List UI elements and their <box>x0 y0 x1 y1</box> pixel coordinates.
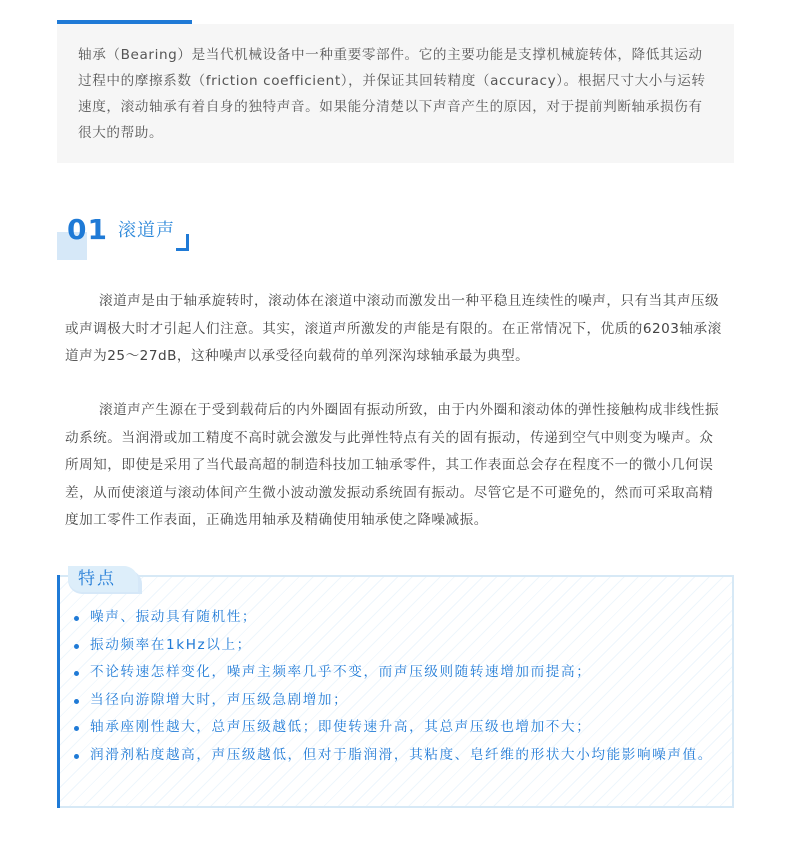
bullet-icon <box>74 671 79 676</box>
list-item-text: 不论转速怎样变化，噪声主频率几乎不变，而声压级则随转速增加而提高； <box>90 664 592 680</box>
list-item <box>74 687 724 715</box>
section-title-bracket <box>176 234 189 251</box>
features-list <box>74 604 724 769</box>
list-item <box>74 714 724 742</box>
intro-text: 轴承（Bearing）是当代机械设备中一种重要零部件。它的主要功能是支撑机械旋转体，降低其运动过程中的摩擦系数（friction coefficient），并保证其回转精度（accuracy）。根据尺寸大小与运转速度，滚动轴承有着自身的独特声音。如果能分清楚以下声音产生的原因，对于提前判断轴承损伤有很大的帮助。 <box>78 47 706 141</box>
bullet-icon <box>74 754 79 759</box>
list-item-text: 噪声、振动具有随机性； <box>90 609 258 625</box>
list-item-text: 润滑剂粘度越高，声压级越低，但对于脂润滑，其粘度、皂纤维的形状大小均能影响噪声值。 <box>90 746 713 763</box>
list-item <box>74 632 724 660</box>
features-label: 特点 <box>68 566 138 592</box>
bullet-icon <box>74 644 79 649</box>
features-left-rule <box>57 575 60 808</box>
section-title: 滚道声 <box>118 220 175 241</box>
list-item-text: 轴承座刚性越大，总声压级越低；即使转速升高，其总声压级也增加不大； <box>90 719 592 735</box>
bullet-icon <box>74 699 79 704</box>
list-item-text: 振动频率在1kHz以上； <box>90 636 252 653</box>
list-item <box>74 604 724 632</box>
bullet-icon <box>74 726 79 731</box>
section-number: 01 <box>67 213 108 246</box>
body-paragraph: 滚道声产生源在于受到载荷后的内外圈固有振动所致，由于内外圈和滚动体的弹性接触构成非线性振动系统。当润滑或加工精度不高时就会激发与此弹性特点有关的固有振动，传递到空气中则变为噪声。众所周知，即使是采用了当代最高超的制造科技加工轴承零件，其工作表面总会存在程度不一的微小几何误差，从而使滚道与滚动体间产生微小波动激发振动系统固有振动。尽管它是不可避免的，然而可采取高精度加工零件工作表面，正确选用轴承及精确使用轴承使之降噪减振。 <box>65 402 720 528</box>
bullet-icon <box>74 616 79 621</box>
list-item-text: 当径向游隙增大时，声压级急剧增加； <box>90 691 349 708</box>
list-item <box>74 659 724 687</box>
list-item <box>74 742 724 770</box>
intro-box <box>57 24 734 163</box>
body-paragraph: 滚道声是由于轴承旋转时，滚动体在滚道中滚动而激发出一种平稳且连续性的噪声，只有当其声压级或声调极大时才引起人们注意。其实，滚道声所激发的声能是有限的。在正常情况下，优质的6203轴承滚道声为25～27dB，这种噪声以承受径向载荷的单列深沟球轴承最为典型。 <box>65 293 722 364</box>
